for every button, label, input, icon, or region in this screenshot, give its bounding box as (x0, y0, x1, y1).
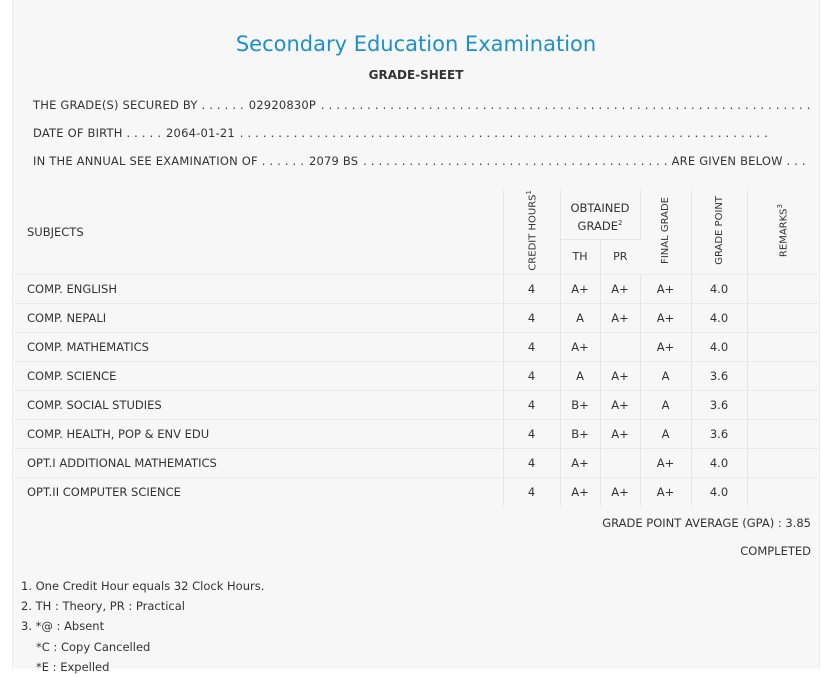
final-grade-cell: A+ (640, 477, 691, 506)
final-grade-cell: A (640, 419, 691, 448)
credit-hours-cell: 4 (503, 274, 560, 303)
pr-grade-cell: A+ (600, 419, 640, 448)
pr-grade-cell (600, 332, 640, 361)
grade-point-cell: 4.0 (691, 448, 747, 477)
final-grade-cell: A (640, 390, 691, 419)
gpa-label: GRADE POINT AVERAGE (GPA) : (602, 516, 782, 530)
subject-cell: OPT.II COMPUTER SCIENCE (15, 477, 503, 506)
grade-point-cell: 4.0 (691, 332, 747, 361)
grade-sheet (12, 0, 820, 674)
table-row (15, 361, 817, 390)
header-obtained-grade: OBTAINED GRADE$^2$ (560, 190, 640, 239)
subject-cell: COMP. SOCIAL STUDIES (15, 390, 503, 419)
pr-grade-cell: A+ (600, 274, 640, 303)
remarks-cell (747, 390, 817, 419)
dot-leader: . . . . . . . . . . . . . . . . . . . . . . . . . . . . . . . . . . . . . . . . . . . . . . . . . . . . . . . . . . . . . . . . . . . . . (239, 126, 768, 140)
dot-leader: . . . . . . . . . . . . . . . . . . . . . . . . . . . . . . . . . . . . . . . . (363, 154, 668, 168)
gpa-line (602, 516, 811, 530)
subject-cell: COMP. SCIENCE (15, 361, 503, 390)
table-row (15, 448, 817, 477)
subject-cell: COMP. MATHEMATICS (15, 332, 503, 361)
header-th: TH (560, 239, 600, 274)
credit-hours-cell: 4 (503, 303, 560, 332)
grade-point-cell: 3.6 (691, 419, 747, 448)
credit-hours-cell: 4 (503, 332, 560, 361)
table-row (15, 332, 817, 361)
grade-point-cell: 3.6 (691, 361, 747, 390)
info-dob (33, 126, 768, 140)
footnote: 3. *@ : Absent (21, 619, 105, 634)
dob-value: 2064-01-21 (166, 126, 235, 140)
secured-by-label: THE GRADE(S) SECURED BY (33, 98, 198, 112)
final-grade-cell: A+ (640, 448, 691, 477)
subject-cell: COMP. NEPALI (15, 303, 503, 332)
info-secured-by (33, 98, 811, 112)
header-remarks: REMARKS$^3$ (776, 203, 790, 257)
remarks-cell (747, 419, 817, 448)
remarks-cell (747, 361, 817, 390)
final-grade-cell: A+ (640, 274, 691, 303)
th-grade-cell: A+ (560, 448, 600, 477)
pr-grade-cell: A+ (600, 303, 640, 332)
table-row (15, 477, 817, 506)
gpa-value: 3.85 (785, 516, 811, 530)
credit-hours-cell: 4 (503, 361, 560, 390)
final-grade-cell: A+ (640, 332, 691, 361)
dot-leader: . . . . . . . . . . . . . . . . . . . . . . . . . . . . . . . . . . . . . . . . . . . . . . . . . . . . . . . . . . . . . . . . (320, 98, 811, 112)
page-title: Secondary Education Examination (235, 32, 597, 56)
table-row (15, 390, 817, 419)
dot-leader: . . . . . . (261, 154, 305, 168)
header-final-grade: FINAL GRADE (640, 190, 691, 274)
dot-leader: . . . . . (126, 126, 162, 140)
grade-point-cell: 4.0 (691, 303, 747, 332)
subject-cell: COMP. HEALTH, POP & ENV EDU (15, 419, 503, 448)
grades-table (15, 190, 817, 506)
subject-cell: OPT.I ADDITIONAL MATHEMATICS (15, 448, 503, 477)
header-credit-hours: CREDIT HOURS$^1$ (503, 190, 560, 274)
remarks-cell (747, 303, 817, 332)
table-row (15, 303, 817, 332)
th-grade-cell: A+ (560, 274, 600, 303)
th-grade-cell: B+ (560, 390, 600, 419)
th-grade-cell: A+ (560, 477, 600, 506)
pr-grade-cell: A+ (600, 390, 640, 419)
dob-label: DATE OF BIRTH (33, 126, 123, 140)
grade-point-cell: 3.6 (691, 390, 747, 419)
remarks-cell (747, 274, 817, 303)
remarks-cell (747, 332, 817, 361)
grade-point-cell: 4.0 (691, 477, 747, 506)
credit-hours-cell: 4 (503, 477, 560, 506)
th-grade-cell: B+ (560, 419, 600, 448)
final-grade-cell: A+ (640, 303, 691, 332)
pr-grade-cell: A+ (600, 361, 640, 390)
subject-cell: COMP. ENGLISH (15, 274, 503, 303)
page-subtitle: GRADE-SHEET (368, 68, 464, 82)
remarks-cell (747, 477, 817, 506)
th-grade-cell: A+ (560, 332, 600, 361)
header-subjects: SUBJECTS (15, 190, 503, 274)
th-grade-cell: A (560, 303, 600, 332)
footnote: *E : Expelled (36, 659, 110, 674)
th-grade-cell: A (560, 361, 600, 390)
remarks-cell (747, 448, 817, 477)
table-row (15, 419, 817, 448)
footnotes (21, 576, 264, 677)
exam-year: 2079 BS (308, 154, 359, 168)
exam-label: IN THE ANNUAL SEE EXAMINATION OF (33, 154, 258, 168)
pr-grade-cell (600, 448, 640, 477)
footnote: 2. TH : Theory, PR : Practical (21, 599, 185, 614)
final-grade-cell: A (640, 361, 691, 390)
dot-leader: . . . . . . (201, 98, 244, 112)
result-status: COMPLETED (740, 544, 811, 558)
credit-hours-cell: 4 (503, 448, 560, 477)
footnote: 1. One Credit Hour equals 32 Clock Hours. (21, 579, 265, 593)
credit-hours-cell: 4 (503, 419, 560, 448)
header-grade-point: GRADE POINT (691, 190, 747, 274)
grade-point-cell: 4.0 (691, 274, 747, 303)
header-pr: PR (613, 250, 628, 264)
table-row (15, 274, 817, 303)
footnote: *C : Copy Cancelled (36, 639, 151, 654)
pr-grade-cell: A+ (600, 477, 640, 506)
table-header-row (15, 190, 817, 239)
symbol-number: 02920830P (248, 98, 317, 112)
credit-hours-cell: 4 (503, 390, 560, 419)
info-exam (33, 154, 806, 168)
exam-suffix: ARE GIVEN BELOW . . . (671, 154, 806, 168)
